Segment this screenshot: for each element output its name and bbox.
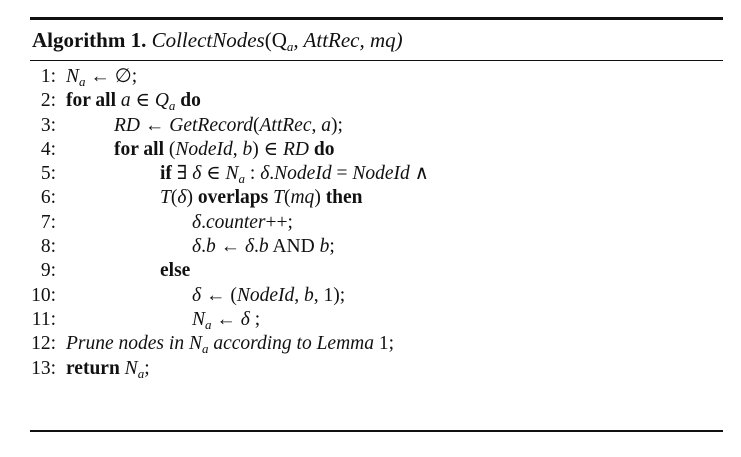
code-text: else	[160, 260, 191, 282]
line-number: 11:	[31, 308, 56, 330]
code-line	[30, 65, 723, 89]
code-line	[30, 162, 723, 186]
bottom-rule	[30, 430, 723, 432]
algorithm-label: Algorithm 1.	[32, 28, 147, 52]
algorithm-body	[30, 61, 723, 381]
code-text: δ ← (NodeId, b, 1);	[192, 284, 346, 306]
code-line	[30, 284, 723, 308]
code-line	[30, 357, 723, 381]
line-number: 7:	[40, 211, 56, 233]
code-text: T(δ) overlaps T(mq) then	[160, 187, 363, 209]
line-number: 5:	[40, 163, 56, 185]
code-text: δ.b ← δ.b AND b;	[192, 236, 335, 258]
line-number: 13:	[31, 357, 56, 379]
line-number: 10:	[31, 284, 56, 306]
code-line	[30, 186, 723, 210]
params-rest: , AttRec, mq)	[293, 28, 403, 52]
code-line	[30, 211, 723, 235]
params-open: (Q	[264, 28, 287, 52]
code-text: δ.counter++;	[192, 211, 293, 233]
code-text: for all a ∈ $Q_a$ do	[66, 90, 201, 114]
line-number: 9:	[40, 260, 56, 282]
code-text: $N_a$ ← δ ;	[192, 308, 261, 332]
params-sub: a	[286, 39, 294, 54]
code-text: Prune nodes in $N_a$ according to Lemma 1;	[66, 333, 395, 357]
code-line	[30, 89, 723, 113]
line-number: 12:	[31, 333, 56, 355]
line-number: 1:	[40, 66, 56, 87]
code-text: for all (NodeId, b) ∈ RD do	[114, 138, 335, 160]
code-line	[30, 332, 723, 356]
code-line	[30, 235, 723, 259]
line-number: 8:	[40, 236, 56, 258]
algorithm-name: CollectNodes	[151, 28, 265, 52]
code-line	[30, 308, 723, 332]
code-line	[30, 114, 723, 138]
line-number: 6:	[40, 187, 56, 209]
code-line	[30, 259, 723, 283]
code-text: $N_a$ ← ∅;	[66, 66, 138, 89]
algorithm-box	[30, 17, 723, 381]
code-text: if ∃ δ ∈ $N_a$ : δ.NodeId = NodeId ∧	[160, 163, 429, 187]
line-number: 2:	[40, 90, 56, 112]
code-text: RD ← GetRecord(AttRec, a);	[114, 114, 343, 136]
line-number: 4:	[40, 138, 56, 160]
line-number: 3:	[40, 114, 56, 136]
code-line	[30, 138, 723, 162]
code-text: return $N_a$;	[66, 357, 150, 381]
algorithm-title	[30, 20, 723, 60]
